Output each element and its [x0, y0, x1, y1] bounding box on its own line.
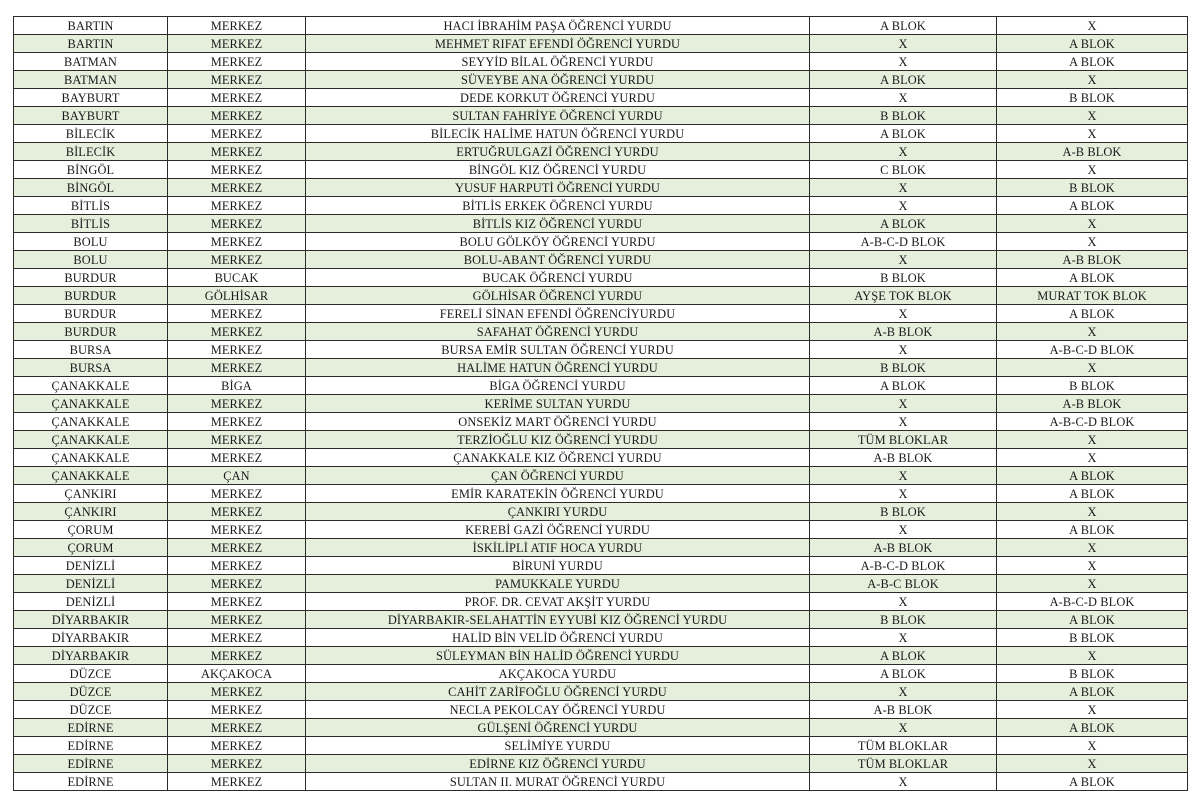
block-option-a-cell: X: [810, 719, 997, 737]
province-cell: ÇORUM: [14, 521, 168, 539]
block-option-b-cell: A BLOK: [997, 773, 1188, 791]
block-option-a-cell: TÜM BLOKLAR: [810, 431, 997, 449]
block-option-b-cell: X: [997, 503, 1188, 521]
district-cell: MERKEZ: [168, 503, 306, 521]
block-option-b-cell: B BLOK: [997, 377, 1188, 395]
table-row: [14, 413, 1188, 431]
block-option-a-cell: A-B-C-D BLOK: [810, 557, 997, 575]
district-cell: MERKEZ: [168, 647, 306, 665]
block-option-b-cell: X: [997, 737, 1188, 755]
dormitory-name-cell: EDİRNE KIZ ÖĞRENCİ YURDU: [306, 755, 810, 773]
block-option-b-cell: B BLOK: [997, 89, 1188, 107]
block-option-a-cell: A BLOK: [810, 17, 997, 35]
block-option-b-cell: A BLOK: [997, 521, 1188, 539]
dormitory-name-cell: BOLU-ABANT ÖĞRENCİ YURDU: [306, 251, 810, 269]
block-option-b-cell: A BLOK: [997, 719, 1188, 737]
block-option-b-cell: A-B-C-D BLOK: [997, 593, 1188, 611]
block-option-b-cell: X: [997, 575, 1188, 593]
district-cell: MERKEZ: [168, 773, 306, 791]
block-option-b-cell: A-B BLOK: [997, 143, 1188, 161]
table-row: [14, 395, 1188, 413]
table-row: [14, 431, 1188, 449]
district-cell: BUCAK: [168, 269, 306, 287]
dormitory-name-cell: BİTLİS ERKEK ÖĞRENCİ YURDU: [306, 197, 810, 215]
district-cell: MERKEZ: [168, 701, 306, 719]
block-option-a-cell: X: [810, 629, 997, 647]
block-option-b-cell: A-B-C-D BLOK: [997, 341, 1188, 359]
province-cell: DÜZCE: [14, 665, 168, 683]
district-cell: MERKEZ: [168, 215, 306, 233]
block-option-a-cell: A BLOK: [810, 647, 997, 665]
table-row: [14, 35, 1188, 53]
table-row: [14, 251, 1188, 269]
block-option-b-cell: A-B-C-D BLOK: [997, 413, 1188, 431]
block-option-a-cell: X: [810, 197, 997, 215]
district-cell: MERKEZ: [168, 17, 306, 35]
province-cell: BİLECİK: [14, 143, 168, 161]
district-cell: MERKEZ: [168, 197, 306, 215]
block-option-a-cell: A BLOK: [810, 377, 997, 395]
dormitory-name-cell: CAHİT ZARİFOĞLU ÖĞRENCİ YURDU: [306, 683, 810, 701]
table-row: [14, 593, 1188, 611]
block-option-b-cell: X: [997, 17, 1188, 35]
table-row: [14, 719, 1188, 737]
district-cell: MERKEZ: [168, 359, 306, 377]
dormitory-name-cell: BİRUNİ YURDU: [306, 557, 810, 575]
province-cell: DİYARBAKIR: [14, 629, 168, 647]
district-cell: ÇAN: [168, 467, 306, 485]
province-cell: BİTLİS: [14, 197, 168, 215]
block-option-b-cell: A-B BLOK: [997, 251, 1188, 269]
district-cell: MERKEZ: [168, 557, 306, 575]
province-cell: BOLU: [14, 251, 168, 269]
dormitory-table: [13, 16, 1188, 791]
table-row: [14, 53, 1188, 71]
district-cell: MERKEZ: [168, 575, 306, 593]
table-row: [14, 755, 1188, 773]
district-cell: MERKEZ: [168, 629, 306, 647]
table-row: [14, 341, 1188, 359]
dormitory-name-cell: EMİR KARATEKİN ÖĞRENCİ YURDU: [306, 485, 810, 503]
block-option-a-cell: X: [810, 773, 997, 791]
block-option-b-cell: X: [997, 107, 1188, 125]
dormitory-name-cell: MEHMET RIFAT EFENDİ ÖĞRENCİ YURDU: [306, 35, 810, 53]
dormitory-name-cell: YUSUF HARPUTİ ÖĞRENCİ YURDU: [306, 179, 810, 197]
province-cell: BİLECİK: [14, 125, 168, 143]
province-cell: DENİZLİ: [14, 575, 168, 593]
district-cell: MERKEZ: [168, 683, 306, 701]
dormitory-name-cell: AKÇAKOCA YURDU: [306, 665, 810, 683]
block-option-b-cell: X: [997, 125, 1188, 143]
district-cell: MERKEZ: [168, 251, 306, 269]
block-option-a-cell: X: [810, 143, 997, 161]
table-row: [14, 89, 1188, 107]
district-cell: MERKEZ: [168, 521, 306, 539]
province-cell: DENİZLİ: [14, 593, 168, 611]
province-cell: BİNGÖL: [14, 161, 168, 179]
dormitory-name-cell: BİNGÖL KIZ ÖĞRENCİ YURDU: [306, 161, 810, 179]
table-row: [14, 197, 1188, 215]
block-option-a-cell: A BLOK: [810, 215, 997, 233]
district-cell: MERKEZ: [168, 737, 306, 755]
block-option-b-cell: X: [997, 323, 1188, 341]
district-cell: MERKEZ: [168, 323, 306, 341]
district-cell: BİGA: [168, 377, 306, 395]
province-cell: BURDUR: [14, 323, 168, 341]
district-cell: MERKEZ: [168, 341, 306, 359]
province-cell: BARTIN: [14, 35, 168, 53]
block-option-a-cell: X: [810, 251, 997, 269]
block-option-a-cell: TÜM BLOKLAR: [810, 737, 997, 755]
province-cell: ÇORUM: [14, 539, 168, 557]
block-option-a-cell: A-B BLOK: [810, 323, 997, 341]
district-cell: MERKEZ: [168, 161, 306, 179]
block-option-a-cell: X: [810, 89, 997, 107]
block-option-a-cell: A-B-C-D BLOK: [810, 233, 997, 251]
province-cell: EDİRNE: [14, 737, 168, 755]
table-row: [14, 701, 1188, 719]
dormitory-name-cell: İSKİLİPLİ ATIF HOCA YURDU: [306, 539, 810, 557]
block-option-b-cell: B BLOK: [997, 629, 1188, 647]
table-row: [14, 485, 1188, 503]
province-cell: DÜZCE: [14, 701, 168, 719]
table-row: [14, 575, 1188, 593]
block-option-a-cell: X: [810, 35, 997, 53]
district-cell: MERKEZ: [168, 431, 306, 449]
district-cell: MERKEZ: [168, 179, 306, 197]
table-row: [14, 467, 1188, 485]
table-row: [14, 161, 1188, 179]
block-option-b-cell: A BLOK: [997, 35, 1188, 53]
block-option-a-cell: A-B BLOK: [810, 449, 997, 467]
district-cell: MERKEZ: [168, 413, 306, 431]
table-row: [14, 125, 1188, 143]
block-option-a-cell: X: [810, 395, 997, 413]
block-option-a-cell: B BLOK: [810, 269, 997, 287]
table-row: [14, 233, 1188, 251]
province-cell: BATMAN: [14, 53, 168, 71]
block-option-b-cell: X: [997, 215, 1188, 233]
block-option-b-cell: B BLOK: [997, 665, 1188, 683]
block-option-a-cell: A BLOK: [810, 125, 997, 143]
province-cell: EDİRNE: [14, 719, 168, 737]
province-cell: ÇANAKKALE: [14, 395, 168, 413]
table-row: [14, 179, 1188, 197]
block-option-b-cell: X: [997, 755, 1188, 773]
table-row: [14, 647, 1188, 665]
district-cell: MERKEZ: [168, 485, 306, 503]
block-option-b-cell: X: [997, 557, 1188, 575]
province-cell: ÇANAKKALE: [14, 431, 168, 449]
district-cell: MERKEZ: [168, 611, 306, 629]
dormitory-name-cell: DEDE KORKUT ÖĞRENCİ YURDU: [306, 89, 810, 107]
province-cell: BURDUR: [14, 287, 168, 305]
province-cell: ÇANAKKALE: [14, 449, 168, 467]
province-cell: ÇANKIRI: [14, 503, 168, 521]
province-cell: EDİRNE: [14, 773, 168, 791]
province-cell: ÇANAKKALE: [14, 467, 168, 485]
table-row: [14, 305, 1188, 323]
dormitory-name-cell: SULTAN II. MURAT ÖĞRENCİ YURDU: [306, 773, 810, 791]
district-cell: MERKEZ: [168, 755, 306, 773]
table-row: [14, 773, 1188, 791]
province-cell: DİYARBAKIR: [14, 647, 168, 665]
block-option-b-cell: A BLOK: [997, 485, 1188, 503]
block-option-a-cell: X: [810, 485, 997, 503]
province-cell: BURDUR: [14, 269, 168, 287]
district-cell: MERKEZ: [168, 233, 306, 251]
province-cell: DÜZCE: [14, 683, 168, 701]
dormitory-name-cell: NECLA PEKOLCAY ÖĞRENCİ YURDU: [306, 701, 810, 719]
dormitory-name-cell: SEYYİD BİLAL ÖĞRENCİ YURDU: [306, 53, 810, 71]
district-cell: MERKEZ: [168, 107, 306, 125]
dormitory-name-cell: GÖLHİSAR ÖĞRENCİ YURDU: [306, 287, 810, 305]
dormitory-name-cell: TERZİOĞLU KIZ ÖĞRENCİ YURDU: [306, 431, 810, 449]
block-option-a-cell: B BLOK: [810, 359, 997, 377]
province-cell: BAYBURT: [14, 107, 168, 125]
dormitory-name-cell: ÇANKIRI YURDU: [306, 503, 810, 521]
block-option-b-cell: A-B BLOK: [997, 395, 1188, 413]
table-row: [14, 629, 1188, 647]
table-row: [14, 503, 1188, 521]
province-cell: ÇANAKKALE: [14, 377, 168, 395]
block-option-b-cell: A BLOK: [997, 53, 1188, 71]
district-cell: MERKEZ: [168, 35, 306, 53]
province-cell: BATMAN: [14, 71, 168, 89]
block-option-b-cell: X: [997, 71, 1188, 89]
block-option-a-cell: B BLOK: [810, 611, 997, 629]
dormitory-name-cell: SULTAN FAHRİYE ÖĞRENCİ YURDU: [306, 107, 810, 125]
province-cell: BARTIN: [14, 17, 168, 35]
block-option-b-cell: B BLOK: [997, 179, 1188, 197]
block-option-a-cell: X: [810, 593, 997, 611]
province-cell: BURDUR: [14, 305, 168, 323]
block-option-a-cell: X: [810, 305, 997, 323]
dormitory-name-cell: HALİD BİN VELİD ÖĞRENCİ YURDU: [306, 629, 810, 647]
block-option-a-cell: AYŞE TOK BLOK: [810, 287, 997, 305]
table-row: [14, 521, 1188, 539]
dormitory-name-cell: KEREBİ GAZİ ÖĞRENCİ YURDU: [306, 521, 810, 539]
block-option-b-cell: X: [997, 233, 1188, 251]
province-cell: BİTLİS: [14, 215, 168, 233]
table-row: [14, 71, 1188, 89]
province-cell: BAYBURT: [14, 89, 168, 107]
document-page: [13, 16, 1187, 791]
block-option-a-cell: TÜM BLOKLAR: [810, 755, 997, 773]
table-row: [14, 215, 1188, 233]
table-row: [14, 107, 1188, 125]
block-option-b-cell: MURAT TOK BLOK: [997, 287, 1188, 305]
block-option-b-cell: X: [997, 539, 1188, 557]
province-cell: BURSA: [14, 341, 168, 359]
dormitory-name-cell: FERELİ SİNAN EFENDİ ÖĞRENCİYURDU: [306, 305, 810, 323]
table-row: [14, 17, 1188, 35]
table-row: [14, 143, 1188, 161]
block-option-a-cell: A BLOK: [810, 71, 997, 89]
block-option-b-cell: X: [997, 449, 1188, 467]
block-option-a-cell: A BLOK: [810, 665, 997, 683]
district-cell: MERKEZ: [168, 89, 306, 107]
province-cell: BURSA: [14, 359, 168, 377]
dormitory-name-cell: BİTLİS KIZ ÖĞRENCİ YURDU: [306, 215, 810, 233]
district-cell: AKÇAKOCA: [168, 665, 306, 683]
block-option-a-cell: X: [810, 53, 997, 71]
dormitory-name-cell: GÜLŞENİ ÖĞRENCİ YURDU: [306, 719, 810, 737]
dormitory-name-cell: SELİMİYE YURDU: [306, 737, 810, 755]
table-row: [14, 539, 1188, 557]
dormitory-name-cell: BOLU GÖLKÖY ÖĞRENCİ YURDU: [306, 233, 810, 251]
block-option-b-cell: A BLOK: [997, 611, 1188, 629]
table-row: [14, 323, 1188, 341]
dormitory-name-cell: BİLECİK HALİME HATUN ÖĞRENCİ YURDU: [306, 125, 810, 143]
province-cell: ÇANKIRI: [14, 485, 168, 503]
province-cell: EDİRNE: [14, 755, 168, 773]
province-cell: BİNGÖL: [14, 179, 168, 197]
block-option-b-cell: A BLOK: [997, 683, 1188, 701]
dormitory-name-cell: DİYARBAKIR-SELAHATTİN EYYUBİ KIZ ÖĞRENCİ YURDU: [306, 611, 810, 629]
block-option-b-cell: X: [997, 431, 1188, 449]
district-cell: MERKEZ: [168, 395, 306, 413]
table-row: [14, 449, 1188, 467]
block-option-b-cell: A BLOK: [997, 197, 1188, 215]
district-cell: MERKEZ: [168, 305, 306, 323]
table-row: [14, 737, 1188, 755]
block-option-a-cell: X: [810, 683, 997, 701]
block-option-a-cell: B BLOK: [810, 107, 997, 125]
dormitory-name-cell: PAMUKKALE YURDU: [306, 575, 810, 593]
block-option-b-cell: X: [997, 161, 1188, 179]
block-option-a-cell: X: [810, 179, 997, 197]
province-cell: BOLU: [14, 233, 168, 251]
dormitory-name-cell: ERTUĞRULGAZİ ÖĞRENCİ YURDU: [306, 143, 810, 161]
province-cell: DENİZLİ: [14, 557, 168, 575]
dormitory-name-cell: BİGA ÖĞRENCİ YURDU: [306, 377, 810, 395]
block-option-a-cell: X: [810, 413, 997, 431]
district-cell: MERKEZ: [168, 125, 306, 143]
dormitory-name-cell: BURSA EMİR SULTAN ÖĞRENCİ YURDU: [306, 341, 810, 359]
dormitory-name-cell: SÜVEYBE ANA ÖĞRENCİ YURDU: [306, 71, 810, 89]
block-option-b-cell: A BLOK: [997, 305, 1188, 323]
district-cell: MERKEZ: [168, 143, 306, 161]
table-row: [14, 359, 1188, 377]
block-option-a-cell: A-B BLOK: [810, 539, 997, 557]
block-option-a-cell: X: [810, 341, 997, 359]
table-row: [14, 269, 1188, 287]
table-row: [14, 377, 1188, 395]
dormitory-name-cell: HACI İBRAHİM PAŞA ÖĞRENCİ YURDU: [306, 17, 810, 35]
dormitory-name-cell: ONSEKİZ MART ÖĞRENCİ YURDU: [306, 413, 810, 431]
block-option-b-cell: X: [997, 701, 1188, 719]
block-option-b-cell: X: [997, 647, 1188, 665]
block-option-b-cell: A BLOK: [997, 467, 1188, 485]
block-option-b-cell: A BLOK: [997, 269, 1188, 287]
block-option-a-cell: X: [810, 521, 997, 539]
table-row: [14, 665, 1188, 683]
block-option-a-cell: X: [810, 467, 997, 485]
province-cell: ÇANAKKALE: [14, 413, 168, 431]
dormitory-name-cell: HALİME HATUN ÖĞRENCİ YURDU: [306, 359, 810, 377]
province-cell: DİYARBAKIR: [14, 611, 168, 629]
block-option-a-cell: C BLOK: [810, 161, 997, 179]
district-cell: MERKEZ: [168, 71, 306, 89]
table-row: [14, 287, 1188, 305]
dormitory-name-cell: SÜLEYMAN BİN HALİD ÖĞRENCİ YURDU: [306, 647, 810, 665]
district-cell: GÖLHİSAR: [168, 287, 306, 305]
table-body: [14, 17, 1188, 791]
block-option-a-cell: A-B-C BLOK: [810, 575, 997, 593]
district-cell: MERKEZ: [168, 593, 306, 611]
district-cell: MERKEZ: [168, 449, 306, 467]
table-row: [14, 557, 1188, 575]
table-row: [14, 683, 1188, 701]
block-option-a-cell: B BLOK: [810, 503, 997, 521]
table-row: [14, 611, 1188, 629]
district-cell: MERKEZ: [168, 53, 306, 71]
dormitory-name-cell: ÇAN ÖĞRENCİ YURDU: [306, 467, 810, 485]
dormitory-name-cell: BUCAK ÖĞRENCİ YURDU: [306, 269, 810, 287]
district-cell: MERKEZ: [168, 539, 306, 557]
district-cell: MERKEZ: [168, 719, 306, 737]
dormitory-name-cell: PROF. DR. CEVAT AKŞİT YURDU: [306, 593, 810, 611]
block-option-a-cell: A-B BLOK: [810, 701, 997, 719]
block-option-b-cell: X: [997, 359, 1188, 377]
dormitory-name-cell: SAFAHAT ÖĞRENCİ YURDU: [306, 323, 810, 341]
dormitory-name-cell: ÇANAKKALE KIZ ÖĞRENCİ YURDU: [306, 449, 810, 467]
dormitory-name-cell: KERİME SULTAN YURDU: [306, 395, 810, 413]
